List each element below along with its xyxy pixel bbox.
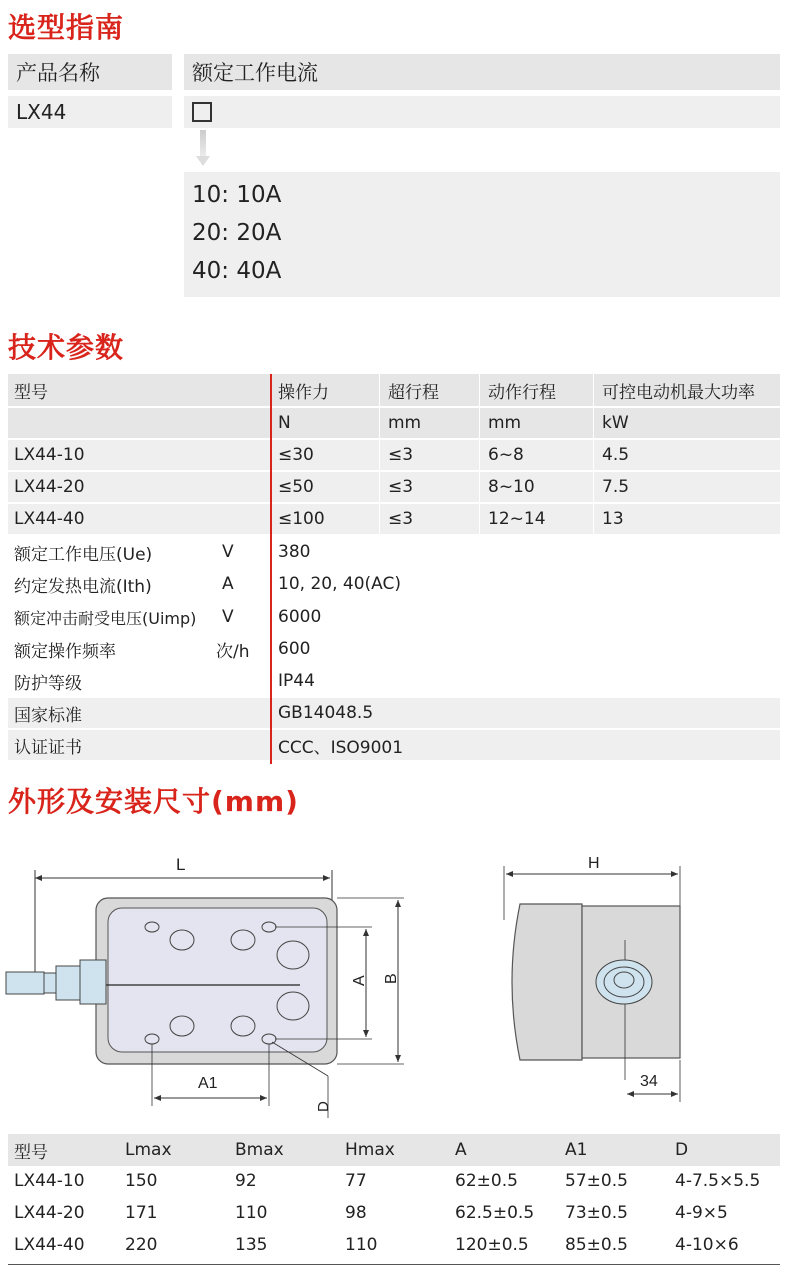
unit-travel: mm: [488, 413, 522, 433]
option-40: 40: 40A: [192, 258, 282, 284]
dims-header-a: A: [455, 1140, 467, 1160]
dims-cell: 73±0.5: [565, 1203, 628, 1223]
unit-power: kW: [602, 413, 629, 433]
dims-cell: LX44-40: [14, 1235, 85, 1255]
param-value: IP44: [278, 671, 315, 691]
dims-header-lmax: Lmax: [125, 1140, 172, 1160]
label-34: 34: [640, 1073, 658, 1090]
travel-cell: 6~8: [488, 445, 524, 465]
force-cell: ≤30: [278, 445, 314, 465]
dims-cell: LX44-10: [14, 1171, 85, 1191]
label-A: A: [351, 975, 368, 986]
connector-arrow: [200, 130, 206, 158]
current-placeholder: [184, 96, 780, 128]
tech-header-travel: 动作行程: [488, 382, 556, 403]
dims-cell: 135: [235, 1235, 268, 1255]
dims-cell: 4-9×5: [675, 1203, 728, 1223]
overtravel-cell: ≤3: [388, 477, 414, 497]
arrow-head-icon: [196, 156, 210, 166]
dims-cell: 4-10×6: [675, 1235, 739, 1255]
overtravel-cell: ≤3: [388, 509, 414, 529]
param-label: 约定发热电流(Ith): [14, 576, 152, 597]
dims-cell: 57±0.5: [565, 1171, 628, 1191]
tech-header-model: 型号: [14, 382, 48, 403]
model-cell: LX44-10: [14, 445, 85, 465]
header-rated-current: 额定工作电流: [184, 54, 780, 90]
unit-force: N: [278, 413, 291, 433]
dims-title: 外形及安装尺寸(mm): [8, 785, 299, 818]
param-unit: A: [222, 574, 234, 594]
param-value: 380: [278, 542, 311, 562]
table-bottom-rule: [8, 1264, 780, 1265]
table-row: [8, 440, 780, 470]
dims-cell: 92: [235, 1171, 257, 1191]
red-column-divider: [270, 374, 272, 764]
param-label: 额定操作频率: [14, 641, 116, 662]
force-cell: ≤50: [278, 477, 314, 497]
param-row: [8, 602, 780, 632]
model-cell: LX44-40: [14, 509, 85, 529]
column-divider: [593, 374, 594, 536]
side-view-drawing: [490, 840, 700, 1110]
dims-cell: 150: [125, 1171, 158, 1191]
param-value: CCC、ISO9001: [278, 737, 404, 758]
overtravel-cell: ≤3: [388, 445, 414, 465]
front-view-drawing: [0, 840, 420, 1120]
dims-header-model: 型号: [14, 1142, 48, 1163]
column-divider: [479, 374, 480, 536]
param-row: [8, 730, 780, 760]
param-row: [8, 569, 780, 599]
dims-cell: 220: [125, 1235, 158, 1255]
table-row: [8, 1230, 780, 1262]
dims-cell: 98: [345, 1203, 367, 1223]
param-value: 10, 20, 40(AC): [278, 574, 401, 594]
tech-units-row: [8, 408, 780, 438]
dims-cell: 77: [345, 1171, 367, 1191]
dims-cell: 110: [235, 1203, 268, 1223]
table-row: [8, 1166, 780, 1198]
power-cell: 7.5: [602, 477, 630, 497]
dims-cell: 110: [345, 1235, 378, 1255]
dims-cell: 4-7.5×5.5: [675, 1171, 761, 1191]
power-cell: 4.5: [602, 445, 630, 465]
label-L: L: [176, 855, 186, 874]
dims-header-hmax: Hmax: [345, 1140, 395, 1160]
dims-cell: 62.5±0.5: [455, 1203, 535, 1223]
travel-cell: 12~14: [488, 509, 546, 529]
model-cell: LX44-20: [14, 477, 85, 497]
param-label: 国家标准: [14, 705, 82, 726]
param-row: [8, 634, 780, 664]
label-A1: A1: [198, 1075, 218, 1092]
dims-header-bmax: Bmax: [235, 1140, 284, 1160]
param-unit: V: [222, 607, 234, 627]
label-B: B: [383, 973, 400, 984]
power-cell: 13: [602, 509, 624, 529]
dims-cell: LX44-20: [14, 1203, 85, 1223]
option-20: 20: 20A: [192, 220, 282, 246]
unit-overtravel: mm: [388, 413, 422, 433]
header-product-name: 产品名称: [8, 54, 172, 90]
dims-header-row: [8, 1134, 780, 1166]
label-H: H: [588, 855, 600, 872]
param-row: [8, 666, 780, 696]
checkbox-icon: [192, 102, 212, 122]
dims-cell: 85±0.5: [565, 1235, 628, 1255]
dims-cell: 171: [125, 1203, 158, 1223]
tech-header-power: 可控电动机最大功率: [602, 382, 755, 403]
selection-title: 选型指南: [8, 11, 125, 44]
current-options-panel: [184, 172, 780, 297]
column-divider: [379, 374, 380, 536]
param-row: [8, 698, 780, 728]
option-10: 10: 10A: [192, 182, 282, 208]
dims-header-a1: A1: [565, 1140, 588, 1160]
param-label: 防护等级: [14, 673, 82, 694]
dims-header-d: D: [675, 1140, 689, 1160]
param-unit: 次/h: [216, 641, 250, 662]
table-row: [8, 472, 780, 502]
product-code: LX44: [8, 96, 172, 128]
param-value: GB14048.5: [278, 703, 374, 723]
table-row: [8, 504, 780, 534]
tech-header-row: [8, 374, 780, 406]
tech-header-force: 操作力: [278, 382, 329, 403]
param-label: 额定工作电压(Ue): [14, 544, 153, 565]
tech-header-overtravel: 超行程: [388, 382, 439, 403]
table-row: [8, 1198, 780, 1230]
param-value: 600: [278, 639, 311, 659]
param-unit: V: [222, 542, 234, 562]
travel-cell: 8~10: [488, 477, 535, 497]
param-label: 认证证书: [14, 737, 82, 758]
tech-title: 技术参数: [8, 331, 125, 364]
force-cell: ≤100: [278, 509, 325, 529]
dims-cell: 120±0.5: [455, 1235, 529, 1255]
param-row: [8, 537, 780, 567]
param-value: 6000: [278, 607, 322, 627]
param-label: 额定冲击耐受电压(Uimp): [14, 608, 197, 628]
dims-cell: 62±0.5: [455, 1171, 518, 1191]
label-D: D: [315, 1101, 332, 1112]
